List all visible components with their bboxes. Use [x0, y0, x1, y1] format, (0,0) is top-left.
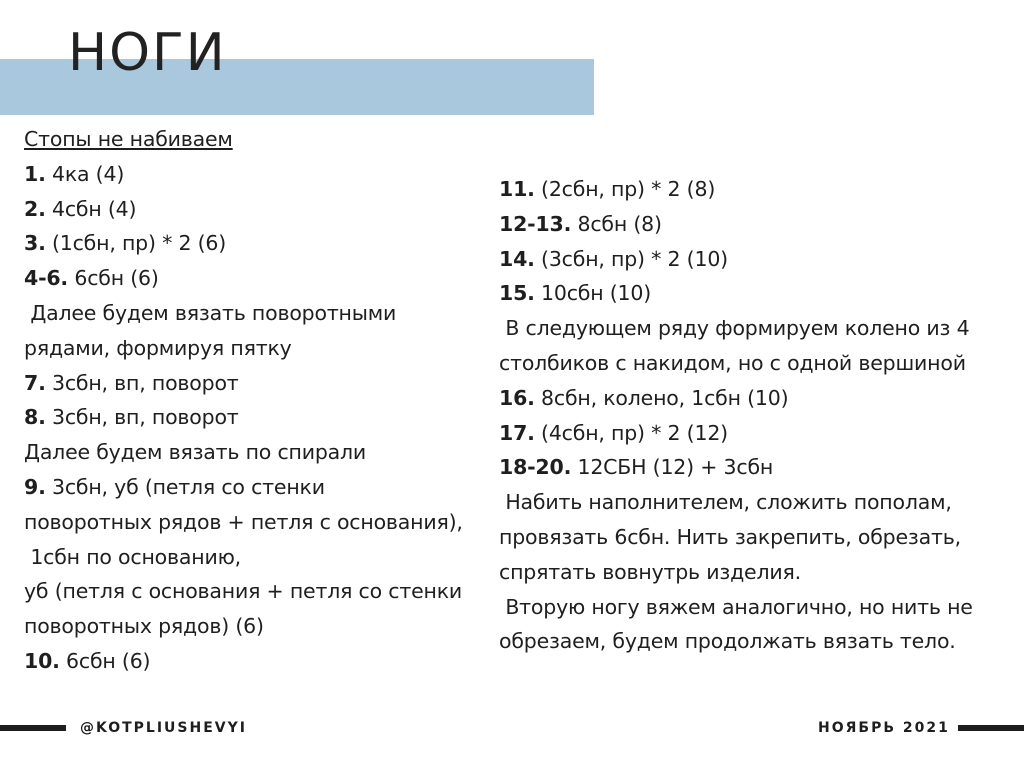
pattern-row — [24, 261, 494, 296]
pattern-row — [24, 505, 494, 540]
page-title: НОГИ — [68, 23, 227, 83]
row-text: Далее будем вязать по спирали — [24, 440, 367, 465]
row-text: провязать 6сбн. Нить закрепить, обрезать, — [499, 524, 961, 549]
row-text: 1сбн по основанию, — [24, 544, 241, 569]
row-text: 8сбн, колено, 1сбн (10) — [534, 385, 789, 410]
row-text: 10сбн (10) — [534, 281, 652, 306]
row-number: 18-20. — [499, 455, 572, 480]
pattern-row — [24, 331, 494, 366]
right-column — [499, 172, 1004, 659]
row-number: 4-6. — [24, 266, 69, 291]
row-text: 6сбн (6) — [68, 266, 159, 291]
row-text: уб (петля с основания + петля со стенки — [24, 579, 463, 604]
footer-handle: @KOTPLIUSHEVYI — [80, 720, 247, 736]
row-text: (2сбн, пр) * 2 (8) — [534, 177, 716, 201]
pattern-row — [499, 485, 1004, 520]
row-text: спрятать вовнутрь изделия. — [499, 559, 801, 584]
pattern-row — [24, 226, 494, 261]
pattern-row — [499, 520, 1004, 555]
pattern-row — [24, 435, 494, 470]
row-text: Набить наполнителем, сложить пополам, — [499, 490, 952, 515]
row-text: 4сбн (4) — [45, 196, 137, 221]
footer-rule-right — [958, 725, 1024, 731]
row-number: 17. — [499, 420, 535, 445]
intro-note-text: Стопы не набиваем — [24, 127, 233, 151]
pattern-row — [24, 540, 494, 575]
row-text: В следующем ряду формируем колено из 4 — [499, 316, 970, 341]
pattern-row — [499, 381, 1004, 416]
pattern-row — [499, 207, 1004, 242]
pattern-row — [24, 609, 494, 644]
pattern-row — [499, 276, 1004, 311]
pattern-row — [24, 157, 494, 192]
row-text: (4сбн, пр) * 2 (12) — [534, 420, 728, 445]
intro-note — [24, 122, 494, 157]
row-text: 3сбн, уб (петля со стенки — [45, 474, 325, 499]
footer-rule-left — [0, 725, 66, 731]
left-rows — [24, 157, 494, 679]
pattern-row — [24, 644, 494, 679]
row-text: (1сбн, пр) * 2 (6) — [45, 231, 227, 256]
pattern-row — [24, 296, 494, 331]
row-number: 9. — [24, 474, 46, 499]
row-text: Вторую ногу вяжем аналогично, но нить не — [499, 594, 973, 619]
row-text: Далее будем вязать поворотными — [24, 300, 397, 325]
row-text: (3сбн, пр) * 2 (10) — [534, 246, 728, 271]
row-text: столбиков с накидом, но с одной вершиной — [499, 350, 966, 375]
row-number: 15. — [499, 281, 535, 306]
left-column — [24, 122, 494, 679]
pattern-row — [499, 311, 1004, 346]
row-text: 3сбн, вп, поворот — [45, 370, 239, 395]
row-number: 10. — [24, 648, 60, 673]
pattern-row — [499, 346, 1004, 381]
pattern-row — [499, 416, 1004, 451]
pattern-row — [24, 470, 494, 505]
row-text: 4ка (4) — [45, 161, 125, 186]
row-number: 11. — [499, 177, 535, 201]
pattern-row — [499, 242, 1004, 277]
row-text: 3сбн, вп, поворот — [45, 405, 239, 430]
row-number: 2. — [24, 196, 46, 221]
pattern-row — [24, 400, 494, 435]
pattern-row — [499, 555, 1004, 590]
row-text: поворотных рядов) (6) — [24, 614, 264, 639]
row-number: 1. — [24, 161, 46, 186]
pattern-row — [24, 574, 494, 609]
row-number: 7. — [24, 370, 46, 395]
pattern-row — [499, 590, 1004, 625]
pattern-row — [499, 624, 1004, 659]
footer-date: НОЯБРЬ 2021 — [818, 720, 950, 736]
row-number: 3. — [24, 231, 46, 256]
row-number: 8. — [24, 405, 46, 430]
row-number: 14. — [499, 246, 535, 271]
row-text: обрезаем, будем продолжать вязать тело. — [499, 629, 956, 654]
row-text: 6сбн (6) — [59, 648, 151, 673]
row-text: поворотных рядов + петля с основания), — [24, 509, 463, 534]
row-text: 8сбн (8) — [571, 211, 662, 236]
pattern-row — [24, 366, 494, 401]
row-number: 16. — [499, 385, 535, 410]
row-number: 12-13. — [499, 211, 572, 236]
row-text: рядами, формируя пятку — [24, 335, 292, 360]
pattern-row — [499, 172, 1004, 207]
pattern-row — [499, 450, 1004, 485]
pattern-row — [24, 192, 494, 227]
right-rows — [499, 172, 1004, 659]
row-text: 12СБН (12) + 3сбн — [571, 455, 774, 480]
